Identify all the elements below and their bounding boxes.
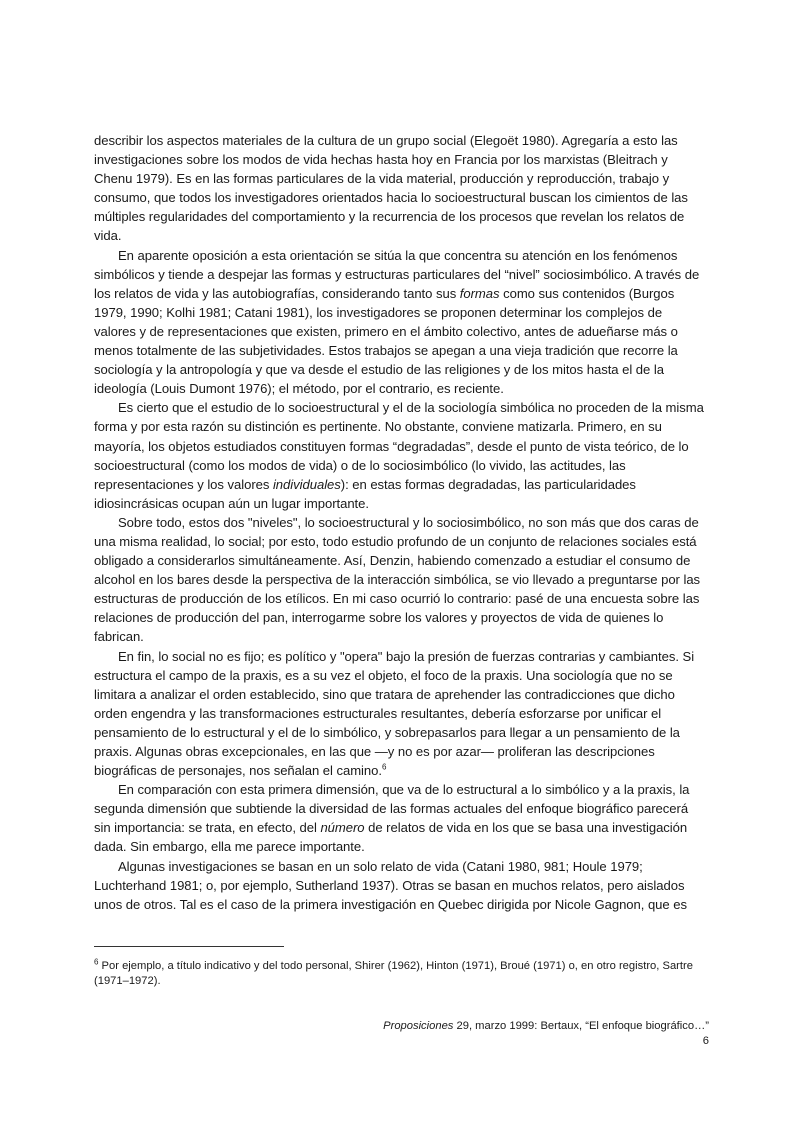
paragraph-7-text: Algunas investigaciones se basan en un solo relato de vida (Catani 1980, 981; Houle 1979; Luchterhand 1981; o, por ejemplo, Sutherland 1937). Otras se basan en muchos relatos, pero aislados unos de otros. Tal es el caso de la primera investigación en Quebec dirigida por Nicole Gagnon, que es [94,858,687,912]
page-number: 6 [702,1035,709,1047]
paragraph-4 [94,513,706,647]
paragraph-6 [94,780,706,856]
footnote-text: Por ejemplo, a título indicativo y del todo personal, Shirer (1962), Hinton (1971), Broué (1971) o, en otro registro, Sartre (1971–1972). [94,960,693,987]
paragraph-5 [94,647,706,781]
footnote-separator [94,946,284,947]
paragraph-6-text-a: En comparación con esta primera dimensión, que va de lo estructural a lo simbólico y a la praxis, la segunda dimensión que subtiende la diversidad de las formas actuales del enfoque biográfico parecerá sin importancia: se trata, en efecto, del [94,782,690,836]
paragraph-2-emphasis: formas [459,285,500,301]
paragraph-2 [94,246,706,399]
paragraph-1-text: describir los aspectos materiales de la cultura de un grupo social (Elegoët 1980). Agregaría a esto las investigaciones sobre los modos de vida hechas hasta hoy en Francia por los marxistas (Bleitrach y Chenu 1979). Es en las formas particulares de la vida material, producción y reproducción, trabajo y consumo, que todos los investigadores orientados hacia lo socioestructural buscan los cimientos de las múltiples regularidades del comportamiento y la recurrencia de los procesos que revelan los relatos de vida. [94,133,688,244]
footnote-6 [94,959,706,989]
paragraph-3-text-a: Es cierto que el estudio de lo socioestructural y el de la sociología simbólica no proceden de la misma forma y por esta razón su distinción es pertinente. No obstante, conviene matizarla. Primero, en su mayoría, los objetos estudiados constituyen formas “degradadas”, desde el punto de vista teórico, de lo socioestructural (como los modos de vida) o de lo sociosimbólico (lo vivido, las actitudes, las representaciones y los valores [94,400,704,492]
paragraph-7 [94,857,706,914]
paragraph-5-text: En fin, lo social no es fijo; es político y "opera" bajo la presión de fuerzas contrarias y cambiantes. Si estructura el campo de la praxis, es a su vez el objeto, el foco de la praxis. Una sociología que no se limitara a analizar el orden establecido, sino que tratara de aprehender las contradicciones que dicho orden engendra y las transformaciones estructurales resultantes, debería esforzarse por unificar el pensamiento de lo estructural y el de lo simbólico, y sobrepasarlos para llegar a un pensamiento de la praxis. Algunas obras excepcionales, en las que —y no es por azar— proliferan las descripciones biográficas de personajes, nos señalan el camino. [94,648,695,779]
footnote-reference: 6 [381,762,387,772]
paragraph-3 [94,398,706,513]
page-footer [380,1019,709,1049]
paragraph-6-emphasis: número [320,820,365,836]
footer-citation: 29, marzo 1999: Bertaux, “El enfoque biográfico…” [453,1020,709,1032]
paragraph-2-text-b: como sus contenidos (Burgos 1979, 1990; Kolhi 1981; Catani 1981), los investigadores se proponen determinar los complejos de valores y de representaciones que existen, primero en el ámbito colectivo, antes de adueñarse más o menos totalmente de las subjetividades. Estos trabajos se apegan a una vieja tradición que recorre la sociología y la antropología y que va desde el estudio de las religiones y de los mitos hasta el de la ideología (Louis Dumont 1976); el método, por el contrario, es reciente. [94,285,678,397]
paragraph-4-text: Sobre todo, estos dos "niveles", lo socioestructural y lo sociosimbólico, no son más que dos caras de una misma realidad, lo social; por esto, todo estudio profundo de un conjunto de relaciones sociales está obligado a considerarlos simultáneamente. Así, Denzin, habiendo comenzado a estudiar el consumo de alcohol en los bares desde la perspectiva de la interacción simbólica, se vio llevado a preguntarse por las estructuras de producción de los etílicos. En mi caso ocurrió lo contrario: pasé de una encuesta sobre las relaciones de producción del pan, interrogarme sobre los valores y proyectos de vida de quienes lo fabrican. [94,514,701,645]
paragraph-1 [94,131,706,246]
paragraph-3-emphasis: individuales [272,476,341,492]
paragraph-2-text-a: En aparente oposición a esta orientación se sitúa la que concentra su atención en los fenómenos simbólicos y tiende a despejar las formas y estructuras particulares del “nivel” sociosimbólico. A través de los relatos de vida y las autobiografías, considerando tanto sus [94,247,700,301]
body-text [94,131,706,914]
footnote-number: 6 [94,957,99,967]
footer-journal-title: Proposiciones [383,1020,454,1032]
paragraph-6-text-b: de relatos de vida en los que se basa una investigación dada. Sin embargo, ella me parece importante. [94,820,688,855]
footnote [94,959,706,989]
paragraph-3-text-b: ): en estas formas degradadas, las particularidades idiosincrásicas ocupan aún un lugar importante. [94,476,636,511]
